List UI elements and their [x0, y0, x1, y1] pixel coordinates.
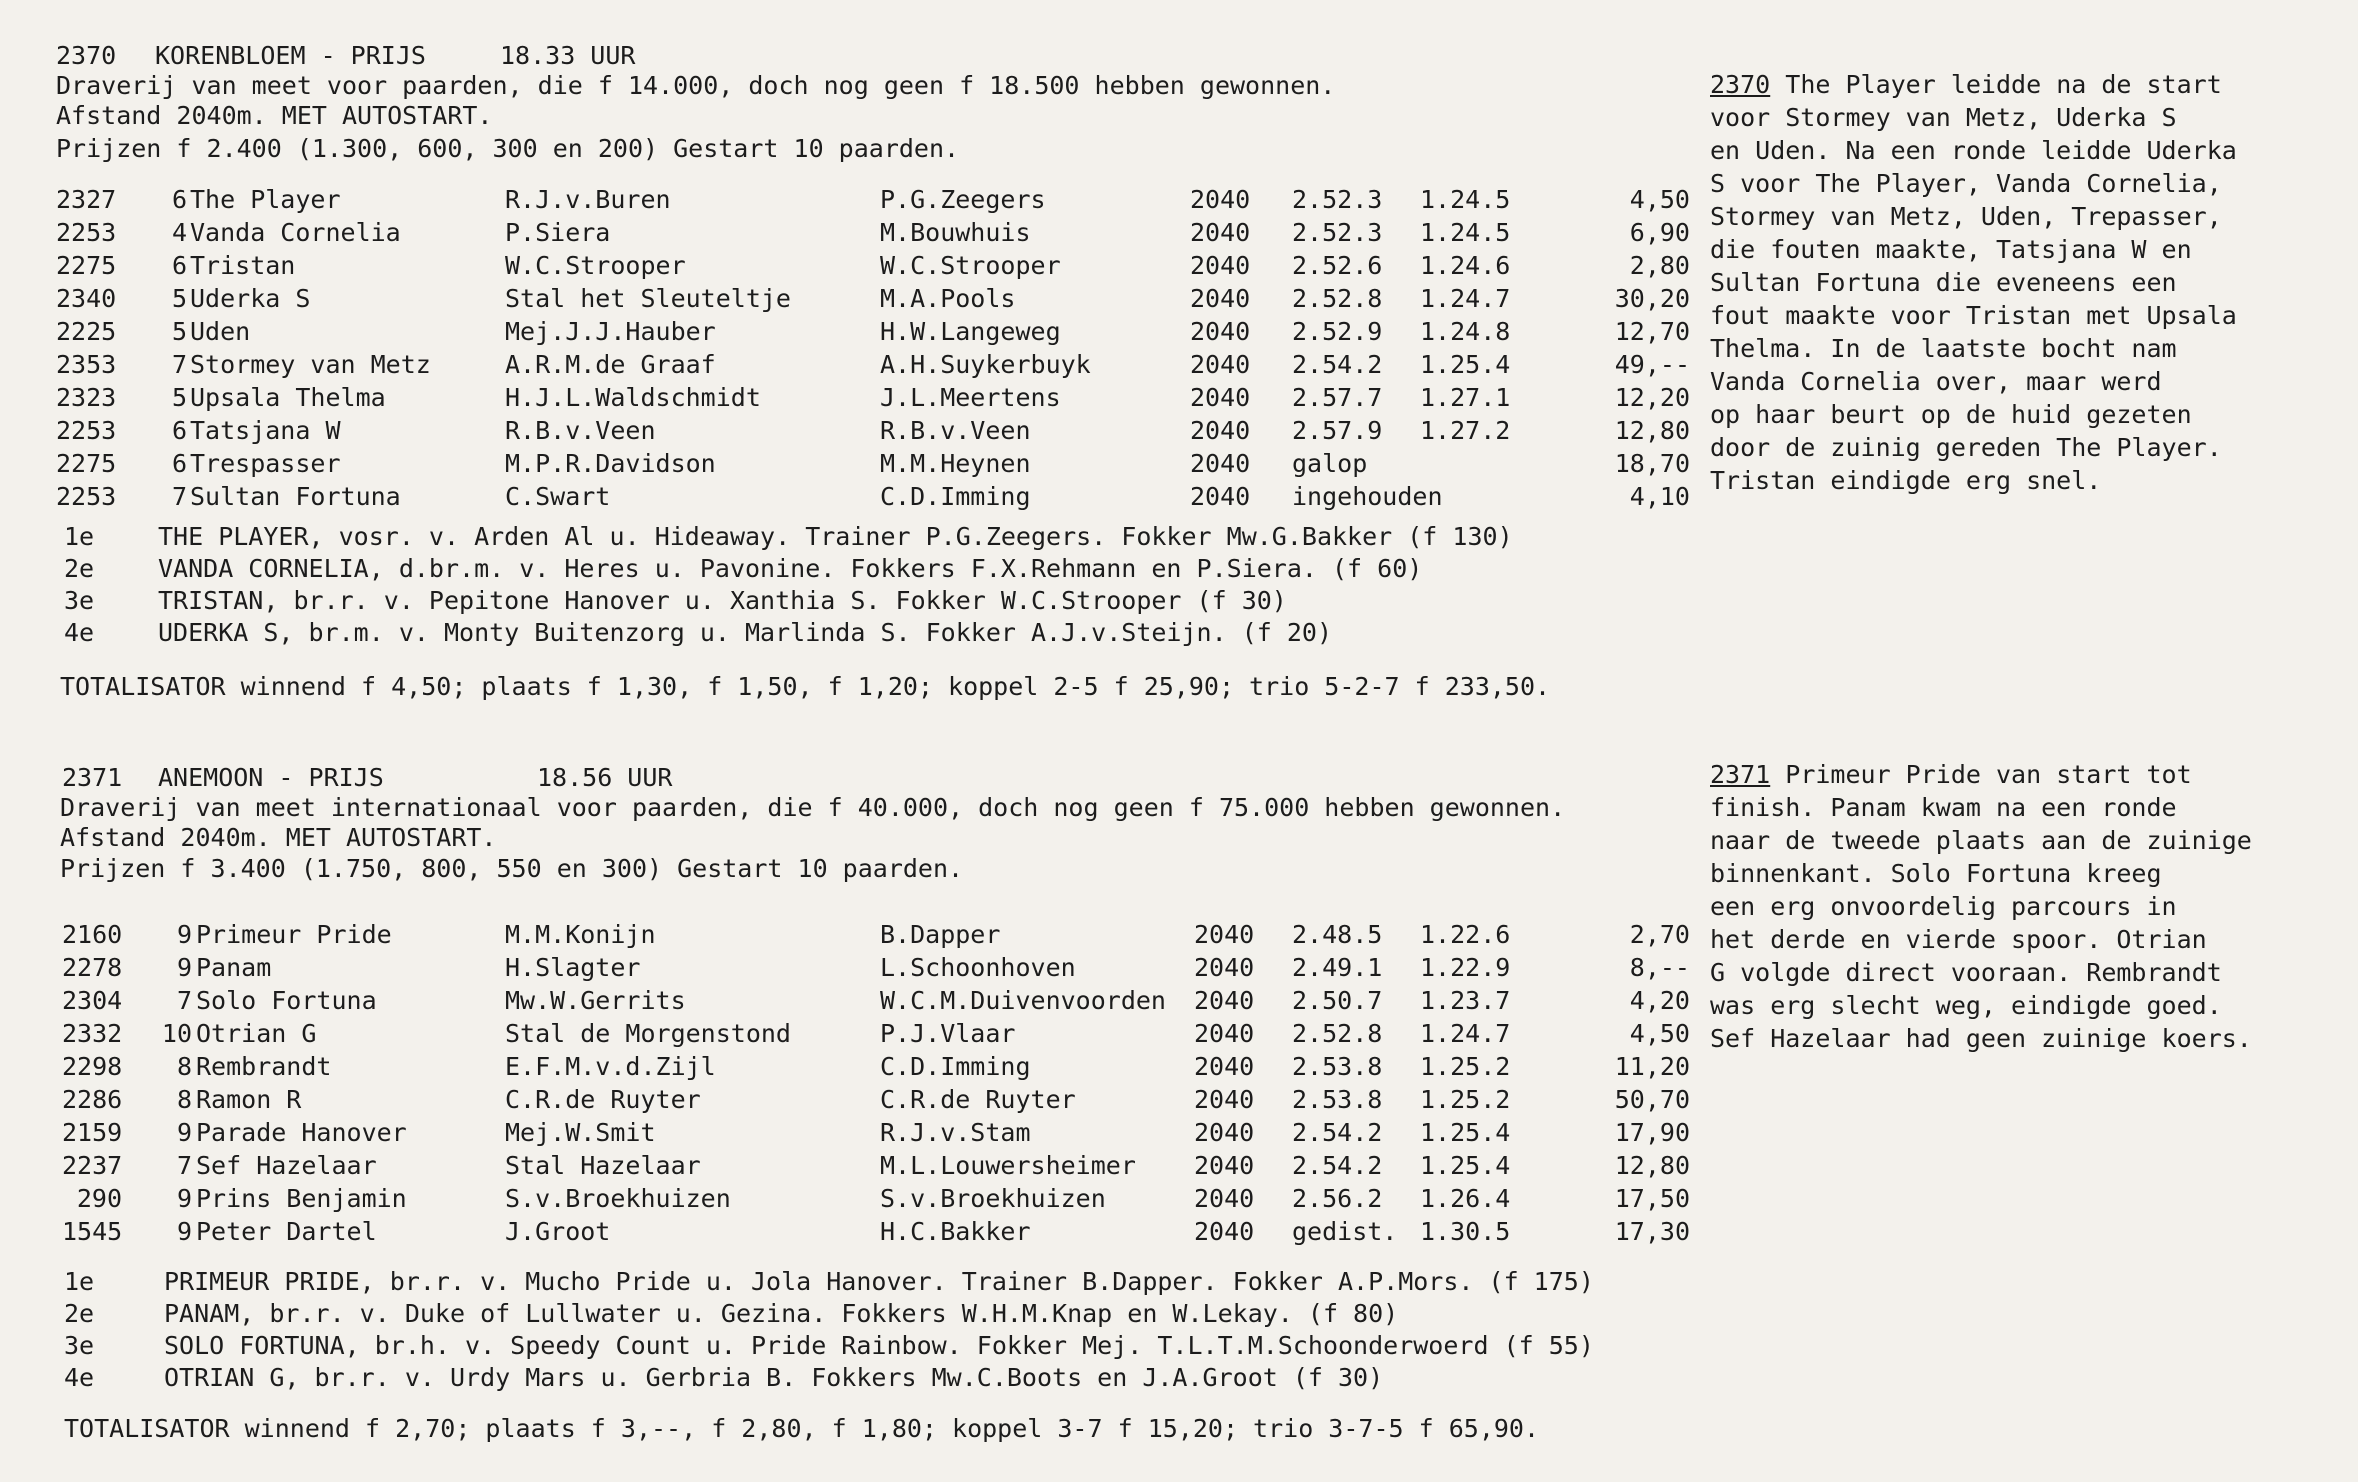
driver-cell: J.L.Meertens: [880, 383, 1061, 412]
number-cell: 7: [171, 350, 187, 379]
horse-cell: Tristan: [190, 251, 296, 280]
time-cell: gedist.: [1292, 1217, 1398, 1246]
time-cell: 2.52.9: [1292, 317, 1383, 346]
horse-cell: Sultan Fortuna: [190, 482, 401, 511]
number-cell: 5: [171, 383, 187, 412]
race-distance: Afstand 2040m. MET AUTOSTART.: [60, 823, 497, 852]
distance-cell: 2040: [1194, 953, 1255, 982]
km-time-cell: 1.25.4: [1420, 350, 1511, 379]
prev-race-cell: 2323: [56, 383, 117, 412]
comment-line: finish. Panam kwam na een ronde: [1710, 793, 2177, 822]
placing-text: THE PLAYER, vosr. v. Arden Al u. Hideaway. Trainer P.G.Zeegers. Fokker Mw.G.Bakker (f 130): [158, 522, 1513, 551]
prev-race-cell: 2237: [62, 1151, 123, 1180]
race-conditions: Draverij van meet internationaal voor paarden, die f 40.000, doch nog geen f 75.000 hebben gewonnen.: [60, 793, 1566, 822]
number-cell: 10: [161, 1019, 192, 1048]
table-row: [0, 183, 1720, 216]
table-row: [0, 447, 1720, 480]
driver-cell: L.Schoonhoven: [880, 953, 1076, 982]
horse-cell: Otrian G: [196, 1019, 317, 1048]
driver-cell: R.B.v.Veen: [880, 416, 1031, 445]
odds-cell: 12,70: [1614, 317, 1690, 346]
comment-first-text: The Player leidde na de start: [1770, 70, 2222, 99]
table-row: [0, 381, 1720, 414]
distance-cell: 2040: [1194, 1151, 1255, 1180]
time-cell: 2.56.2: [1292, 1184, 1383, 1213]
comment-line: een erg onvoordelig parcours in: [1710, 892, 2177, 921]
time-cell: 2.57.9: [1292, 416, 1383, 445]
prev-race-cell: 2275: [56, 449, 117, 478]
driver-cell: A.H.Suykerbuyk: [880, 350, 1091, 379]
table-row: [0, 984, 1720, 1017]
owner-cell: S.v.Broekhuizen: [505, 1184, 731, 1213]
owner-cell: H.J.L.Waldschmidt: [505, 383, 761, 412]
driver-cell: C.D.Imming: [880, 1052, 1031, 1081]
driver-cell: B.Dapper: [880, 920, 1001, 949]
prev-race-cell: 2327: [56, 185, 117, 214]
odds-cell: 12,80: [1614, 1151, 1690, 1180]
number-cell: 7: [171, 482, 187, 511]
placing-text: PRIMEUR PRIDE, br.r. v. Mucho Pride u. Jola Hanover. Trainer B.Dapper. Fokker A.P.Mors. (f 175): [164, 1267, 1594, 1296]
km-time-cell: 1.24.5: [1420, 185, 1511, 214]
odds-cell: 12,20: [1614, 383, 1690, 412]
driver-cell: C.R.de Ruyter: [880, 1085, 1076, 1114]
driver-cell: M.Bouwhuis: [880, 218, 1031, 247]
comment-line: naar de tweede plaats aan de zuinige: [1710, 826, 2252, 855]
driver-cell: H.C.Bakker: [880, 1217, 1031, 1246]
km-time-cell: 1.24.7: [1420, 1019, 1511, 1048]
time-cell: 2.52.3: [1292, 218, 1383, 247]
horse-cell: Panam: [196, 953, 272, 982]
driver-cell: P.G.Zeegers: [880, 185, 1046, 214]
distance-cell: 2040: [1194, 920, 1255, 949]
placing-line: [0, 1266, 1720, 1298]
race-time: 18.56 UUR: [537, 763, 673, 792]
time-cell: 2.54.2: [1292, 1118, 1383, 1147]
horse-cell: Peter Dartel: [196, 1217, 377, 1246]
horse-cell: The Player: [190, 185, 341, 214]
owner-cell: Stal Hazelaar: [505, 1151, 701, 1180]
odds-cell: 6,90: [1629, 218, 1690, 247]
comment-first-text: Primeur Pride van start tot: [1770, 760, 2192, 789]
comment-line: voor Stormey van Metz, Uderka S: [1710, 103, 2177, 132]
totalisator-line: TOTALISATOR winnend f 2,70; plaats f 3,--, f 2,80, f 1,80; koppel 3-7 f 15,20; trio 3-7-5 f 65,90.: [64, 1414, 1540, 1443]
horse-cell: Uden: [190, 317, 251, 346]
comment-line: G volgde direct vooraan. Rembrandt: [1710, 958, 2222, 987]
comment-line: op haar beurt op de huid gezeten: [1710, 400, 2192, 429]
prev-race-cell: 290: [76, 1184, 122, 1213]
table-row: [0, 1017, 1720, 1050]
km-time-cell: 1.25.4: [1420, 1151, 1511, 1180]
km-time-cell: 1.24.7: [1420, 284, 1511, 313]
prev-race-cell: 2253: [56, 482, 117, 511]
comment-line: die fouten maakte, Tatsjana W en: [1710, 235, 2192, 264]
comment-first-line: [1710, 758, 2330, 791]
horse-cell: Parade Hanover: [196, 1118, 407, 1147]
distance-cell: 2040: [1190, 251, 1251, 280]
placing-position: 2e: [64, 554, 95, 583]
driver-cell: W.C.Strooper: [880, 251, 1061, 280]
odds-cell: 17,30: [1614, 1217, 1690, 1246]
placing-line: [0, 1298, 1720, 1330]
driver-cell: S.v.Broekhuizen: [880, 1184, 1106, 1213]
owner-cell: J.Groot: [505, 1217, 611, 1246]
number-cell: 6: [171, 185, 187, 214]
placing-text: VANDA CORNELIA, d.br.m. v. Heres u. Pavonine. Fokkers F.X.Rehmann en P.Siera. (f 60): [158, 554, 1423, 583]
owner-cell: P.Siera: [505, 218, 611, 247]
distance-cell: 2040: [1190, 350, 1251, 379]
driver-cell: W.C.M.Duivenvoorden: [880, 986, 1166, 1015]
time-cell: galop: [1292, 449, 1368, 478]
table-row: [0, 1083, 1720, 1116]
odds-cell: 30,20: [1614, 284, 1690, 313]
horse-cell: Primeur Pride: [196, 920, 392, 949]
distance-cell: 2040: [1190, 383, 1251, 412]
placing-line: [0, 585, 1720, 617]
odds-cell: 4,20: [1629, 986, 1690, 1015]
number-cell: 8: [176, 1085, 192, 1114]
prev-race-cell: 2353: [56, 350, 117, 379]
race-distance: Afstand 2040m. MET AUTOSTART.: [56, 101, 493, 130]
km-time-cell: 1.25.2: [1420, 1052, 1511, 1081]
placing-line: [0, 1362, 1720, 1394]
distance-cell: 2040: [1194, 1217, 1255, 1246]
number-cell: 8: [176, 1052, 192, 1081]
horse-cell: Rembrandt: [196, 1052, 332, 1081]
comment-line: Tristan eindigde erg snel.: [1710, 466, 2102, 495]
time-cell: 2.49.1: [1292, 953, 1383, 982]
prev-race-cell: 2225: [56, 317, 117, 346]
number-cell: 7: [176, 986, 192, 1015]
km-time-cell: 1.23.7: [1420, 986, 1511, 1015]
odds-cell: 49,--: [1614, 350, 1690, 379]
odds-cell: 17,50: [1614, 1184, 1690, 1213]
placing-line: [0, 553, 1720, 585]
race-comment: [1710, 68, 2330, 497]
comment-line: Thelma. In de laatste bocht nam: [1710, 334, 2177, 363]
time-cell: 2.54.2: [1292, 1151, 1383, 1180]
comment-line: en Uden. Na een ronde leidde Uderka: [1710, 136, 2237, 165]
table-row: [0, 480, 1720, 513]
table-row: [0, 1116, 1720, 1149]
table-row: [0, 249, 1720, 282]
placing-line: [0, 617, 1720, 649]
driver-cell: M.A.Pools: [880, 284, 1016, 313]
km-time-cell: 1.25.4: [1420, 1118, 1511, 1147]
odds-cell: 2,70: [1629, 920, 1690, 949]
time-cell: 2.52.8: [1292, 1019, 1383, 1048]
comment-line: Vanda Cornelia over, maar werd: [1710, 367, 2162, 396]
placing-position: 1e: [64, 522, 95, 551]
km-time-cell: 1.22.9: [1420, 953, 1511, 982]
horse-cell: Ramon R: [196, 1085, 302, 1114]
prev-race-cell: 2253: [56, 416, 117, 445]
prev-race-cell: 2159: [62, 1118, 123, 1147]
km-time-cell: 1.25.2: [1420, 1085, 1511, 1114]
distance-cell: 2040: [1194, 986, 1255, 1015]
placing-position: 1e: [64, 1267, 95, 1296]
km-time-cell: 1.27.2: [1420, 416, 1511, 445]
driver-cell: M.M.Heynen: [880, 449, 1031, 478]
prev-race-cell: 2278: [62, 953, 123, 982]
comment-race-ref: 2370: [1710, 70, 1771, 99]
placing-position: 3e: [64, 586, 95, 615]
odds-cell: 17,90: [1614, 1118, 1690, 1147]
table-row: [0, 315, 1720, 348]
placing-position: 3e: [64, 1331, 95, 1360]
km-time-cell: 1.27.1: [1420, 383, 1511, 412]
number-cell: 9: [176, 920, 192, 949]
prev-race-cell: 2160: [62, 920, 123, 949]
prev-race-cell: 2286: [62, 1085, 123, 1114]
totalisator-line: TOTALISATOR winnend f 4,50; plaats f 1,30, f 1,50, f 1,20; koppel 2-5 f 25,90; trio 5-2-7 f 233,50.: [60, 672, 1551, 701]
prev-race-cell: 2332: [62, 1019, 123, 1048]
odds-cell: 4,10: [1629, 482, 1690, 511]
comment-line: fout maakte voor Tristan met Upsala: [1710, 301, 2237, 330]
race-name: KORENBLOEM - PRIJS: [155, 41, 426, 70]
placing-line: [0, 521, 1720, 553]
owner-cell: A.R.M.de Graaf: [505, 350, 716, 379]
owner-cell: C.R.de Ruyter: [505, 1085, 701, 1114]
table-row: [0, 1050, 1720, 1083]
placing-text: TRISTAN, br.r. v. Pepitone Hanover u. Xanthia S. Fokker W.C.Strooper (f 30): [158, 586, 1287, 615]
time-cell: 2.52.3: [1292, 185, 1383, 214]
distance-cell: 2040: [1194, 1052, 1255, 1081]
race-time: 18.33 UUR: [500, 41, 636, 70]
placing-position: 4e: [64, 618, 95, 647]
table-row: [0, 348, 1720, 381]
km-time-cell: 1.24.6: [1420, 251, 1511, 280]
owner-cell: Stal het Sleuteltje: [505, 284, 791, 313]
odds-cell: 2,80: [1629, 251, 1690, 280]
km-time-cell: 1.24.5: [1420, 218, 1511, 247]
table-row: [0, 216, 1720, 249]
horse-cell: Trespasser: [190, 449, 341, 478]
table-row: [0, 1182, 1720, 1215]
race-comment: [1710, 758, 2330, 1055]
owner-cell: Mej.W.Smit: [505, 1118, 656, 1147]
owner-cell: W.C.Strooper: [505, 251, 686, 280]
number-cell: 7: [176, 1151, 192, 1180]
prev-race-cell: 2340: [56, 284, 117, 313]
driver-cell: C.D.Imming: [880, 482, 1031, 511]
km-time-cell: 1.26.4: [1420, 1184, 1511, 1213]
owner-cell: E.F.M.v.d.Zijl: [505, 1052, 716, 1081]
owner-cell: Mej.J.J.Hauber: [505, 317, 716, 346]
odds-cell: 12,80: [1614, 416, 1690, 445]
placing-text: OTRIAN G, br.r. v. Urdy Mars u. Gerbria B. Fokkers Mw.C.Boots en J.A.Groot (f 30): [164, 1363, 1384, 1392]
time-cell: 2.57.7: [1292, 383, 1383, 412]
placing-position: 2e: [64, 1299, 95, 1328]
distance-cell: 2040: [1190, 185, 1251, 214]
horse-cell: Prins Benjamin: [196, 1184, 407, 1213]
odds-cell: 50,70: [1614, 1085, 1690, 1114]
comment-race-ref: 2371: [1710, 760, 1771, 789]
time-cell: 2.54.2: [1292, 350, 1383, 379]
number-cell: 6: [171, 416, 187, 445]
comment-first-line: [1710, 68, 2330, 101]
odds-cell: 8,--: [1629, 953, 1690, 982]
comment-line: Stormey van Metz, Uden, Trepasser,: [1710, 202, 2222, 231]
driver-cell: R.J.v.Stam: [880, 1118, 1031, 1147]
number-cell: 6: [171, 449, 187, 478]
horse-cell: Upsala Thelma: [190, 383, 386, 412]
odds-cell: 11,20: [1614, 1052, 1690, 1081]
driver-cell: P.J.Vlaar: [880, 1019, 1016, 1048]
number-cell: 4: [171, 218, 187, 247]
race-prizes: Prijzen f 2.400 (1.300, 600, 300 en 200) Gestart 10 paarden.: [56, 134, 960, 163]
prev-race-cell: 2253: [56, 218, 117, 247]
comment-line: was erg slecht weg, eindigde goed.: [1710, 991, 2222, 1020]
horse-cell: Tatsjana W: [190, 416, 341, 445]
race-conditions: Draverij van meet voor paarden, die f 14.000, doch nog geen f 18.500 hebben gewonnen.: [56, 71, 1336, 100]
horse-cell: Sef Hazelaar: [196, 1151, 377, 1180]
odds-cell: 4,50: [1629, 185, 1690, 214]
table-row: [0, 1149, 1720, 1182]
distance-cell: 2040: [1190, 449, 1251, 478]
distance-cell: 2040: [1194, 1085, 1255, 1114]
number-cell: 6: [171, 251, 187, 280]
table-row: [0, 414, 1720, 447]
odds-cell: 18,70: [1614, 449, 1690, 478]
race-name: ANEMOON - PRIJS: [158, 763, 384, 792]
comment-line: het derde en vierde spoor. Otrian: [1710, 925, 2207, 954]
number-cell: 5: [171, 317, 187, 346]
comment-line: door de zuinig gereden The Player.: [1710, 433, 2222, 462]
comment-line: S voor The Player, Vanda Cornelia,: [1710, 169, 2222, 198]
driver-cell: H.W.Langeweg: [880, 317, 1061, 346]
table-row: [0, 282, 1720, 315]
number-cell: 9: [176, 1217, 192, 1246]
distance-cell: 2040: [1190, 416, 1251, 445]
horse-cell: Stormey van Metz: [190, 350, 431, 379]
owner-cell: Mw.W.Gerrits: [505, 986, 686, 1015]
placing-line: [0, 1330, 1720, 1362]
distance-cell: 2040: [1190, 317, 1251, 346]
owner-cell: Stal de Morgenstond: [505, 1019, 791, 1048]
owner-cell: C.Swart: [505, 482, 611, 511]
distance-cell: 2040: [1190, 482, 1251, 511]
owner-cell: R.B.v.Veen: [505, 416, 656, 445]
comment-line: Sef Hazelaar had geen zuinige koers.: [1710, 1024, 2252, 1053]
number-cell: 9: [176, 1118, 192, 1147]
race-prizes: Prijzen f 3.400 (1.750, 800, 550 en 300) Gestart 10 paarden.: [60, 854, 964, 883]
distance-cell: 2040: [1194, 1184, 1255, 1213]
placing-position: 4e: [64, 1363, 95, 1392]
comment-line: binnenkant. Solo Fortuna kreeg: [1710, 859, 2162, 888]
owner-cell: M.M.Konijn: [505, 920, 656, 949]
time-cell: 2.52.6: [1292, 251, 1383, 280]
time-cell: 2.52.8: [1292, 284, 1383, 313]
km-time-cell: 1.30.5: [1420, 1217, 1511, 1246]
prev-race-cell: 2298: [62, 1052, 123, 1081]
distance-cell: 2040: [1194, 1118, 1255, 1147]
prev-race-cell: 2304: [62, 986, 123, 1015]
placing-text: SOLO FORTUNA, br.h. v. Speedy Count u. Pride Rainbow. Fokker Mej. T.L.T.M.Schoonderwoerd (f 55): [164, 1331, 1594, 1360]
number-cell: 9: [176, 953, 192, 982]
time-cell: 2.50.7: [1292, 986, 1383, 1015]
race-number: 2371: [62, 763, 123, 792]
number-cell: 9: [176, 1184, 192, 1213]
placing-text: UDERKA S, br.m. v. Monty Buitenzorg u. Marlinda S. Fokker A.J.v.Steijn. (f 20): [158, 618, 1332, 647]
prev-race-cell: 2275: [56, 251, 117, 280]
table-row: [0, 951, 1720, 984]
horse-cell: Uderka S: [190, 284, 311, 313]
horse-cell: Solo Fortuna: [196, 986, 377, 1015]
time-cell: ingehouden: [1292, 482, 1443, 511]
time-cell: 2.48.5: [1292, 920, 1383, 949]
owner-cell: R.J.v.Buren: [505, 185, 671, 214]
prev-race-cell: 1545: [62, 1217, 123, 1246]
horse-cell: Vanda Cornelia: [190, 218, 401, 247]
time-cell: 2.53.8: [1292, 1052, 1383, 1081]
km-time-cell: 1.22.6: [1420, 920, 1511, 949]
number-cell: 5: [171, 284, 187, 313]
placing-text: PANAM, br.r. v. Duke of Lullwater u. Gezina. Fokkers W.H.M.Knap en W.Lekay. (f 80): [164, 1299, 1399, 1328]
distance-cell: 2040: [1194, 1019, 1255, 1048]
km-time-cell: 1.24.8: [1420, 317, 1511, 346]
driver-cell: M.L.Louwersheimer: [880, 1151, 1136, 1180]
distance-cell: 2040: [1190, 284, 1251, 313]
comment-line: Sultan Fortuna die eveneens een: [1710, 268, 2177, 297]
odds-cell: 4,50: [1629, 1019, 1690, 1048]
table-row: [0, 918, 1720, 951]
time-cell: 2.53.8: [1292, 1085, 1383, 1114]
distance-cell: 2040: [1190, 218, 1251, 247]
owner-cell: M.P.R.Davidson: [505, 449, 716, 478]
owner-cell: H.Slagter: [505, 953, 641, 982]
race-number: 2370: [56, 41, 117, 70]
table-row: [0, 1215, 1720, 1248]
